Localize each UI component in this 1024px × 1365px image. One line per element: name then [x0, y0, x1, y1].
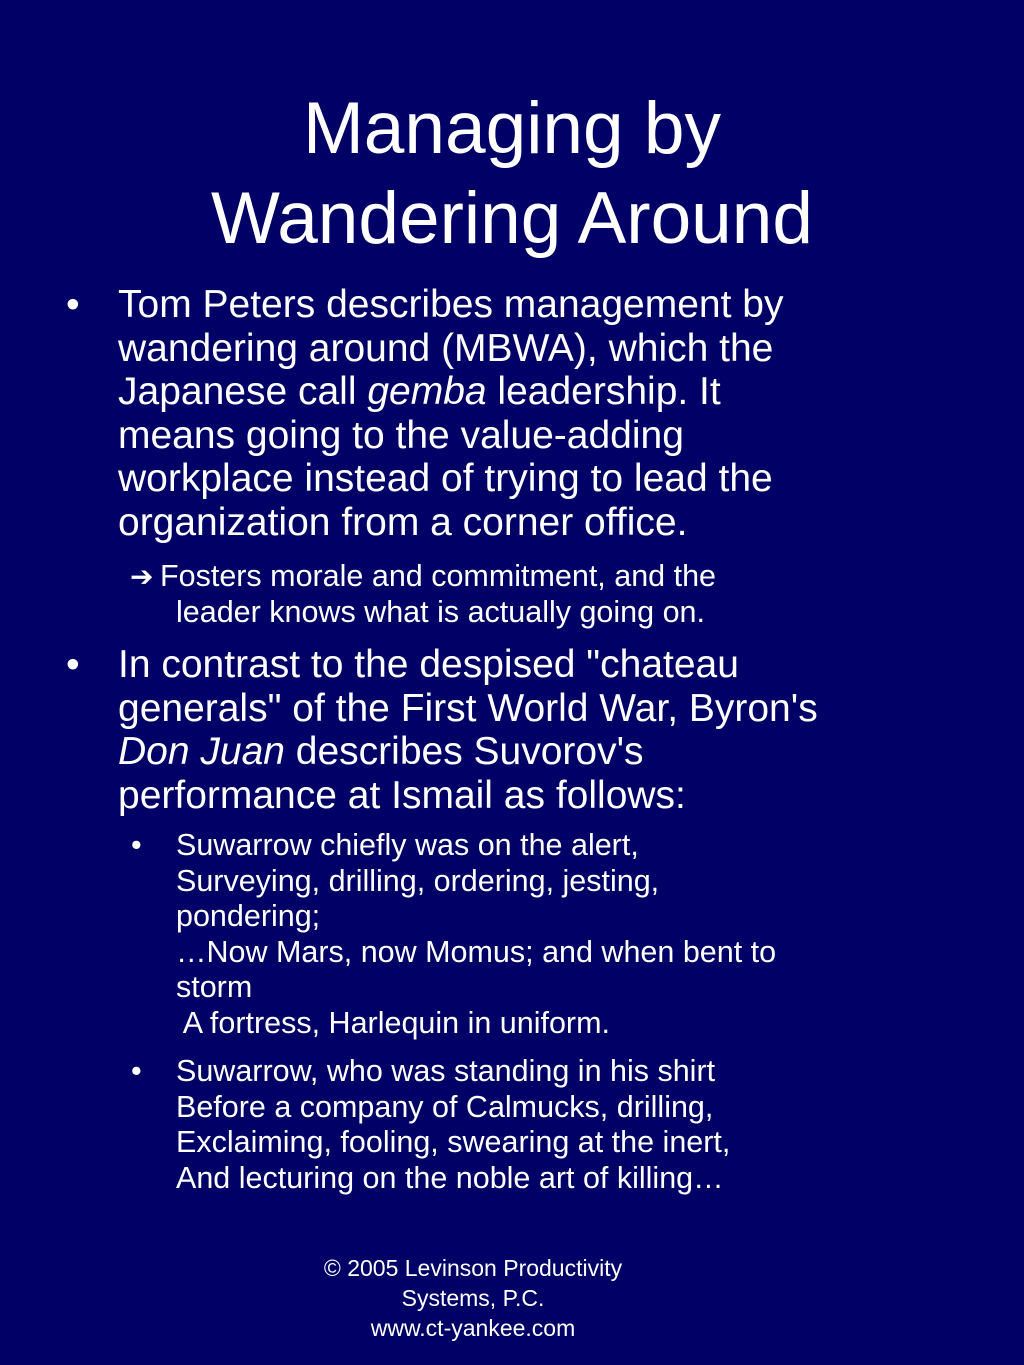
- copyright-footer: [0, 1253, 946, 1343]
- bullet-line: [118, 370, 958, 414]
- bullet-line: performance at Ismail as follows:: [118, 773, 686, 817]
- arrow-icon: ➔: [130, 561, 154, 592]
- bullet-line: wandering around (MBWA), which the: [118, 326, 774, 370]
- sub-bullet-text: [160, 559, 930, 630]
- bullet-marker: •: [131, 1054, 142, 1088]
- italic-term-gemba: gemba: [367, 370, 487, 414]
- bullet-line: means going to the value-adding: [118, 413, 684, 457]
- sub-bullet-text: [176, 1054, 946, 1196]
- bullet-marker: •: [131, 828, 142, 862]
- footer-url: www.ct-yankee.com: [370, 1315, 576, 1341]
- bullet-text: [118, 283, 958, 545]
- sub-bullet-line: pondering;: [176, 899, 321, 933]
- title-line-1: Managing by: [302, 88, 721, 169]
- bullet-line: organization from a corner office.: [118, 500, 688, 544]
- footer-line-1: © 2005 Levinson Productivity: [323, 1255, 623, 1281]
- title-line-2: Wandering Around: [211, 178, 813, 259]
- sub-bullet-line: Surveying, drilling, ordering, jesting,: [176, 863, 660, 898]
- text-run: leadership. It: [486, 370, 721, 414]
- sub-bullet-text: [176, 828, 946, 1041]
- bullet-line: workplace instead of trying to lead the: [118, 457, 773, 501]
- sub-bullet-line: leader knows what is actually going on.: [176, 594, 705, 629]
- bullet-line: In contrast to the despised "chateau: [118, 643, 739, 686]
- bullet-marker: •: [66, 643, 80, 686]
- sub-bullet-line: Before a company of Calmucks, drilling,: [176, 1089, 714, 1124]
- bullet-marker: •: [66, 283, 80, 326]
- footer-line-2: Systems, P.C.: [401, 1285, 545, 1311]
- sub-bullet-line: …Now Mars, now Momus; and when bent to: [176, 934, 777, 969]
- sub-bullet-line: Suwarrow, who was standing in his shirt: [176, 1054, 716, 1088]
- sub-bullet-line: Suwarrow chiefly was on the alert,: [176, 828, 639, 862]
- text-run: describes Suvorov's: [284, 730, 644, 774]
- bullet-text: [118, 643, 958, 817]
- sub-bullet-line: A fortress, Harlequin in uniform.: [176, 1005, 610, 1040]
- bullet-line: generals" of the First World War, Byron's: [118, 686, 818, 730]
- bullet-line: Tom Peters describes management by: [118, 283, 784, 326]
- sub-bullet-line: storm: [176, 970, 253, 1004]
- sub-bullet-line: And lecturing on the noble art of killing…: [176, 1160, 724, 1195]
- italic-title-don-juan: Don Juan: [118, 730, 285, 774]
- sub-bullet-line: Exclaiming, fooling, swearing at the inert,: [176, 1125, 731, 1159]
- sub-bullet-line: Fosters morale and commitment, and the: [160, 559, 717, 593]
- slide-title: [0, 84, 1024, 264]
- text-run: Japanese call: [118, 370, 368, 414]
- bullet-line: [118, 730, 958, 774]
